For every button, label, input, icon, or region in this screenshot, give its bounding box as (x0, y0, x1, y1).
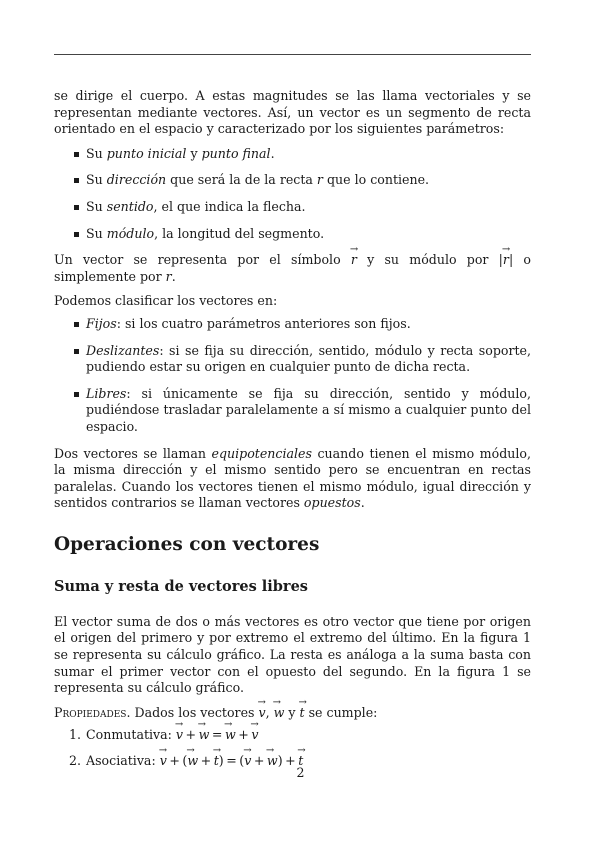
list-item (54, 172, 531, 189)
text: se cumple: (304, 704, 378, 720)
item-emphasis: módulo (106, 225, 155, 241)
type-text: : si los cuatro parámetros anteriores son fijos. (116, 315, 411, 331)
subsection-title: Suma y resta de vectores libres (54, 577, 308, 595)
intro-paragraph: se dirige el cuerpo. A estas magnitudes se las llama vectoriales y se representan mediante vectores. Así, un vector es un segmento de recta orientado en el espacio y caracterizado por los siguientes parámetros: (54, 88, 531, 137)
header-rule (54, 54, 531, 55)
vector-symbol: t → (300, 705, 305, 722)
equipotential-paragraph (54, 446, 531, 512)
text: | o simplemente por (54, 252, 531, 284)
properties-label: Propiedades. (54, 704, 131, 720)
item-expression: v → + w → = w → + v → (176, 727, 259, 742)
item-emphasis: r (316, 172, 323, 188)
text: . (171, 268, 176, 284)
vector-symbol: r → (503, 252, 509, 269)
page-number: 2 (296, 765, 305, 780)
type-text: : si se fija su dirección, sentido, módulo y recta soporte, pudiendo estar su origen en cualquier punto de dicha recta. (86, 342, 531, 375)
properties-line (54, 705, 531, 722)
list-item (54, 226, 531, 243)
symbol-paragraph (54, 252, 531, 285)
text: Dados los vectores (130, 704, 259, 720)
text: cuando tienen el mismo módulo, la misma dirección y el mismo sentido pero se encuentran en rectas paralelas. Cuando los vectores tienen el mismo módulo, igual dirección y sentidos contrarios se llaman vectores (54, 445, 531, 511)
text: y su módulo por | (356, 252, 503, 268)
item-label: Asociativa: (86, 753, 160, 769)
vector-symbol: w → (225, 727, 236, 744)
text: equipotenciales (211, 445, 312, 461)
type-name: Libres (86, 385, 127, 401)
vector-symbol: r → (351, 252, 357, 269)
item-emphasis: sentido (106, 198, 154, 214)
vector-symbol: w → (199, 727, 210, 744)
list-item (54, 343, 531, 376)
sum-paragraph: El vector suma de dos o más vectores es otro vector que tiene por origen el origen del primero y por extremo el extremo del último. En la figura 1 se representa su cálculo gráfico. La resta es análoga a la suma basta con sumar el primer vector con el opuesto del segundo. En la figura 1 se representa su cálculo gráfico. (54, 613, 531, 696)
item-text: que lo contiene. (322, 172, 430, 188)
text: r (165, 268, 172, 284)
text: , (265, 704, 274, 720)
list-item (54, 316, 531, 333)
item-emphasis: punto inicial (106, 145, 187, 161)
item-emphasis: dirección (106, 172, 167, 188)
text: y (284, 704, 300, 720)
page-content (54, 88, 531, 779)
text: Dos vectores se llaman (54, 445, 212, 461)
list-item (54, 146, 531, 163)
item-text: Su (86, 145, 107, 161)
params-list (54, 146, 531, 242)
vector-symbol: w → (274, 705, 285, 722)
item-number: 1. (69, 727, 82, 743)
properties-list (54, 727, 531, 769)
type-name: Fijos (86, 315, 117, 331)
vector-symbol: w → (267, 753, 278, 770)
vector-symbol: v → (258, 705, 265, 722)
list-item (54, 386, 531, 436)
item-text: , la longitud del segmento. (154, 225, 325, 241)
section-title: Operaciones con vectores (54, 533, 320, 555)
vector-symbol: v → (176, 727, 183, 744)
item-text: , el que indica la flecha. (153, 198, 306, 214)
vector-symbol: v → (160, 753, 167, 770)
vector-symbol: w → (187, 753, 198, 770)
item-label: Conmutativa: (86, 727, 176, 743)
item-text: . (270, 145, 275, 161)
list-item (54, 199, 531, 216)
item-emphasis: punto final (201, 145, 271, 161)
vector-symbol: t → (214, 753, 219, 770)
item-text: y (186, 145, 202, 161)
item-text: Su (86, 172, 107, 188)
type-name: Deslizantes (86, 342, 160, 358)
text: Un vector se representa por el símbolo (54, 252, 351, 268)
text: opuestos (303, 495, 361, 511)
item-text: Su (86, 198, 107, 214)
item-text: que será la de la recta (166, 172, 317, 188)
item-number: 2. (69, 753, 82, 769)
text: . (360, 495, 365, 511)
classify-intro: Podemos clasificar los vectores en: (54, 293, 278, 309)
list-item (54, 727, 531, 744)
types-list (54, 316, 531, 436)
type-text: : si únicamente se fija su dirección, sentido y módulo, pudiéndose trasladar paralelamente a sí mismo a cualquier punto del espacio. (86, 385, 531, 434)
vector-symbol: v → (244, 753, 251, 770)
item-expression: v → + (w → + t →) = (v → + w →) + t → (160, 753, 304, 768)
vector-symbol: t → (298, 753, 303, 770)
vector-symbol: v → (251, 727, 258, 744)
item-text: Su (86, 225, 107, 241)
